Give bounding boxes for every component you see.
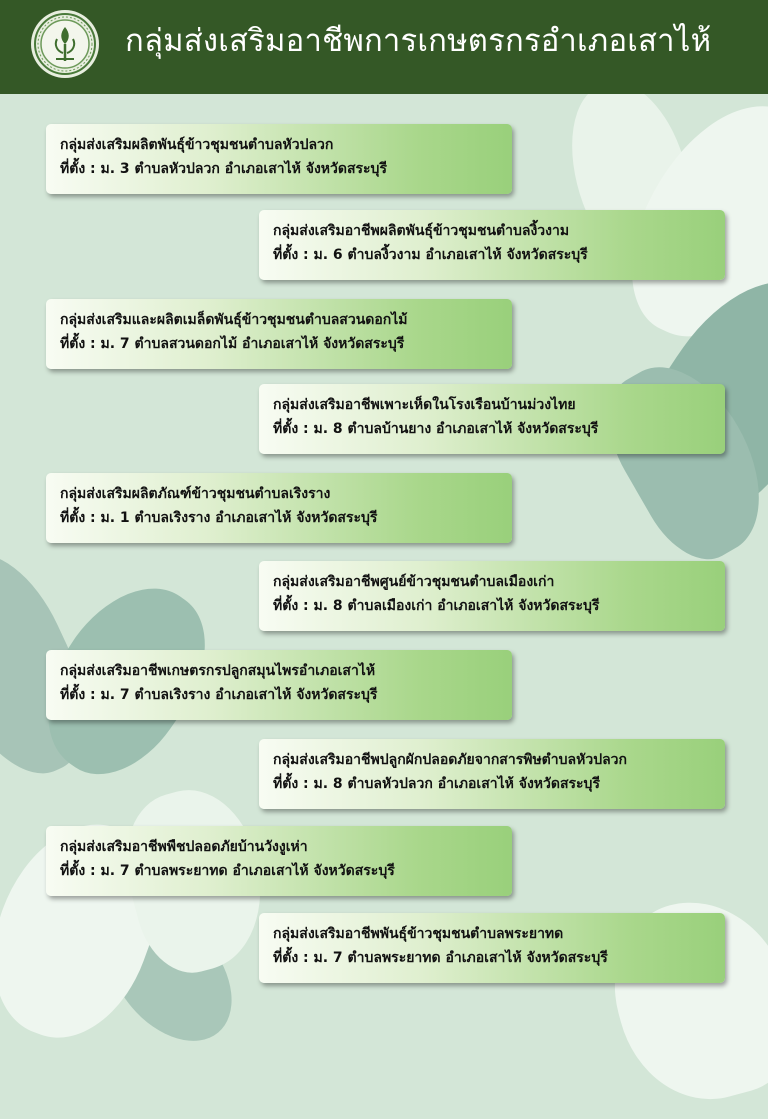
group-card bbox=[259, 384, 725, 454]
group-card bbox=[46, 826, 512, 896]
group-card bbox=[259, 210, 725, 280]
group-name: กลุ่มส่งเสริมอาชีพเพาะเห็ดในโรงเรือนบ้านม่วงไทย bbox=[273, 397, 576, 413]
page-title: กลุ่มส่งเสริมอาชีพการเกษตรกรอำเภอเสาไห้ bbox=[125, 23, 712, 59]
group-card bbox=[259, 913, 725, 983]
group-address: ที่ตั้ง : ม. 7 ตำบลเริงราง อำเภอเสาไห้ จังหวัดสระบุรี bbox=[60, 687, 378, 703]
group-address: ที่ตั้ง : ม. 3 ตำบลหัวปลวก อำเภอเสาไห้ จังหวัดสระบุรี bbox=[60, 161, 387, 177]
group-name: กลุ่มส่งเสริมอาชีพศูนย์ข้าวชุมชนตำบลเมืองเก่า bbox=[273, 574, 555, 590]
group-address: ที่ตั้ง : ม. 8 ตำบลหัวปลวก อำเภอเสาไห้ จังหวัดสระบุรี bbox=[273, 776, 600, 792]
group-card bbox=[259, 561, 725, 631]
group-address: ที่ตั้ง : ม. 1 ตำบลเริงราง อำเภอเสาไห้ จังหวัดสระบุรี bbox=[60, 510, 378, 526]
group-name: กลุ่มส่งเสริมอาชีพพันธุ์ข้าวชุมชนตำบลพระยาทด bbox=[273, 926, 564, 942]
group-name: กลุ่มส่งเสริมอาชีพเกษตรกรปลูกสมุนไพรอำเภอเสาไห้ bbox=[60, 663, 376, 679]
group-address: ที่ตั้ง : ม. 8 ตำบลบ้านยาง อำเภอเสาไห้ จังหวัดสระบุรี bbox=[273, 421, 599, 437]
group-address: ที่ตั้ง : ม. 6 ตำบลงิ้วงาม อำเภอเสาไห้ จังหวัดสระบุรี bbox=[273, 247, 588, 263]
group-name: กลุ่มส่งเสริมและผลิตเมล็ดพันธุ์ข้าวชุมชนตำบลสวนดอกไม้ bbox=[60, 312, 408, 328]
group-name: กลุ่มส่งเสริมอาชีพผลิตพันธุ์ข้าวชุมชนตำบลงิ้วงาม bbox=[273, 223, 570, 239]
group-card bbox=[46, 473, 512, 543]
group-name: กลุ่มส่งเสริมอาชีพปลูกผักปลอดภัยจากสารพิษตำบลหัวปลวก bbox=[273, 752, 627, 768]
group-address: ที่ตั้ง : ม. 7 ตำบลสวนดอกไม้ อำเภอเสาไห้ จังหวัดสระบุรี bbox=[60, 336, 405, 352]
agricultural-seal-icon bbox=[30, 9, 100, 79]
group-card bbox=[46, 650, 512, 720]
group-card bbox=[259, 739, 725, 809]
group-card bbox=[46, 124, 512, 194]
group-address: ที่ตั้ง : ม. 7 ตำบลพระยาทด อำเภอเสาไห้ จังหวัดสระบุรี bbox=[273, 950, 608, 966]
group-address: ที่ตั้ง : ม. 7 ตำบลพระยาทด อำเภอเสาไห้ จังหวัดสระบุรี bbox=[60, 863, 395, 879]
group-name: กลุ่มส่งเสริมผลิตภัณฑ์ข้าวชุมชนตำบลเริงราง bbox=[60, 486, 331, 502]
group-name: กลุ่มส่งเสริมอาชีพพืชปลอดภัยบ้านวังงูเห่า bbox=[60, 839, 308, 855]
header-banner bbox=[0, 0, 768, 94]
group-address: ที่ตั้ง : ม. 8 ตำบลเมืองเก่า อำเภอเสาไห้ จังหวัดสระบุรี bbox=[273, 598, 600, 614]
group-name: กลุ่มส่งเสริมผลิตพันธุ์ข้าวชุมชนตำบลหัวปลวก bbox=[60, 137, 334, 153]
group-card bbox=[46, 299, 512, 369]
